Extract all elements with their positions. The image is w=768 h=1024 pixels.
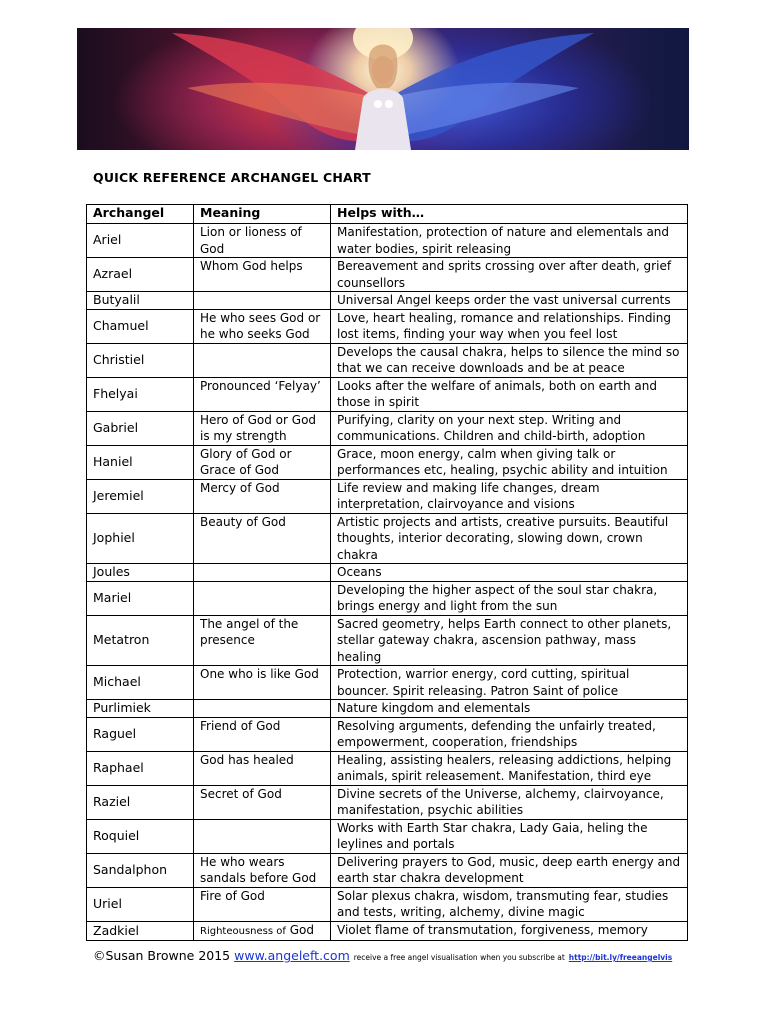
archangel-name: Jeremiel <box>87 479 194 513</box>
archangel-name: Zadkiel <box>87 921 194 941</box>
archangel-meaning <box>194 581 331 615</box>
table-row <box>87 751 688 785</box>
archangel-name: Ariel <box>87 224 194 258</box>
archangel-helps: Divine secrets of the Universe, alchemy, clairvoyance, manifestation, psychic abilities <box>331 785 688 819</box>
table-row <box>87 581 688 615</box>
header-archangel: Archangel <box>87 205 194 224</box>
table-row <box>87 717 688 751</box>
archangel-meaning: Glory of God or Grace of God <box>194 445 331 479</box>
archangel-helps: Artistic projects and artists, creative pursuits. Beautiful thoughts, interior decorating, slowing down, crown chakra <box>331 513 688 564</box>
archangel-meaning <box>194 564 331 582</box>
archangel-helps: Manifestation, protection of nature and elementals and water bodies, spirit releasing <box>331 224 688 258</box>
archangel-helps: Protection, warrior energy, cord cutting, spiritual bouncer. Spirit releasing. Patron Saint of police <box>331 666 688 700</box>
angel-banner-image <box>77 28 689 150</box>
table-row <box>87 887 688 921</box>
table-row <box>87 309 688 343</box>
archangel-helps: Solar plexus chakra, wisdom, transmuting fear, studies and tests, writing, alchemy, divine magic <box>331 887 688 921</box>
archangel-helps: Bereavement and sprits crossing over after death, grief counsellors <box>331 258 688 292</box>
archangel-name: Joules <box>87 564 194 582</box>
table-row <box>87 564 688 582</box>
archangel-meaning: Friend of God <box>194 717 331 751</box>
table-row <box>87 292 688 310</box>
archangel-name: Christiel <box>87 343 194 377</box>
angel-illustration <box>77 28 689 150</box>
archangel-helps: Oceans <box>331 564 688 582</box>
archangel-name: Michael <box>87 666 194 700</box>
archangel-helps: Love, heart healing, romance and relationships. Finding lost items, finding your way when you feel lost <box>331 309 688 343</box>
table-row <box>87 445 688 479</box>
archangel-helps: Looks after the welfare of animals, both on earth and those in spirit <box>331 377 688 411</box>
promo-text: receive a free angel visualisation when you subscribe at <box>353 953 565 962</box>
archangel-helps: Life review and making life changes, dream interpretation, clairvoyance and visions <box>331 479 688 513</box>
table-row <box>87 785 688 819</box>
table-row <box>87 343 688 377</box>
archangel-meaning: Hero of God or God is my strength <box>194 411 331 445</box>
archangel-helps: Universal Angel keeps order the vast universal currents <box>331 292 688 310</box>
archangel-name: Metatron <box>87 615 194 666</box>
table-row <box>87 819 688 853</box>
archangel-name: Roquiel <box>87 819 194 853</box>
table-row <box>87 666 688 700</box>
archangel-meaning <box>194 292 331 310</box>
archangel-helps: Delivering prayers to God, music, deep earth energy and earth star chakra development <box>331 853 688 887</box>
archangel-helps: Resolving arguments, defending the unfairly treated, empowerment, cooperation, friendships <box>331 717 688 751</box>
archangel-meaning: God has healed <box>194 751 331 785</box>
archangel-name: Chamuel <box>87 309 194 343</box>
archangel-helps: Developing the higher aspect of the soul star chakra, brings energy and light from the sun <box>331 581 688 615</box>
archangel-name: Gabriel <box>87 411 194 445</box>
archangel-meaning: Whom God helps <box>194 258 331 292</box>
meaning-small-text: Righteousness of <box>200 925 286 937</box>
page-title: QUICK REFERENCE ARCHANGEL CHART <box>93 170 371 185</box>
archangel-meaning: Beauty of God <box>194 513 331 564</box>
archangel-name: Mariel <box>87 581 194 615</box>
archangel-name: Uriel <box>87 887 194 921</box>
table-row <box>87 615 688 666</box>
archangel-name: Raguel <box>87 717 194 751</box>
archangel-meaning: Secret of God <box>194 785 331 819</box>
archangel-meaning <box>194 700 331 718</box>
header-helps-with: Helps with… <box>331 205 688 224</box>
archangel-meaning: The angel of the presence <box>194 615 331 666</box>
archangel-helps: Develops the causal chakra, helps to silence the mind so that we can receive downloads and be at peace <box>331 343 688 377</box>
table-row <box>87 377 688 411</box>
archangel-helps: Works with Earth Star chakra, Lady Gaia, heling the leylines and portals <box>331 819 688 853</box>
table-row <box>87 411 688 445</box>
table-row <box>87 224 688 258</box>
table-row <box>87 258 688 292</box>
archangel-name: Raziel <box>87 785 194 819</box>
table-row <box>87 479 688 513</box>
archangel-name: Sandalphon <box>87 853 194 887</box>
meaning-tail-text: God <box>289 922 314 937</box>
archangel-meaning: He who wears sandals before God <box>194 853 331 887</box>
archangel-name: Jophiel <box>87 513 194 564</box>
archangel-helps: Purifying, clarity on your next step. Writing and communications. Children and child-birth, adoption <box>331 411 688 445</box>
archangel-meaning: Mercy of God <box>194 479 331 513</box>
archangel-helps: Healing, assisting healers, releasing addictions, helping animals, spirit releasement. Manifestation, third eye <box>331 751 688 785</box>
header-meaning: Meaning <box>194 205 331 224</box>
promo-link[interactable]: http://bit.ly/freeangelvis <box>568 953 673 962</box>
archangel-meaning: Lion or lioness of God <box>194 224 331 258</box>
archangel-name: Butyalil <box>87 292 194 310</box>
archangel-helps: Violet flame of transmutation, forgiveness, memory <box>331 921 688 941</box>
archangel-name: Azrael <box>87 258 194 292</box>
archangel-meaning <box>194 343 331 377</box>
site-link[interactable]: www.angeleft.com <box>234 948 350 963</box>
archangel-helps: Nature kingdom and elementals <box>331 700 688 718</box>
archangel-name: Purlimiek <box>87 700 194 718</box>
archangel-meaning: One who is like God <box>194 666 331 700</box>
archangel-meaning: Pronounced ‘Felyay’ <box>194 377 331 411</box>
archangel-table <box>86 204 688 941</box>
archangel-meaning: Fire of God <box>194 887 331 921</box>
archangel-helps: Sacred geometry, helps Earth connect to other planets, stellar gateway chakra, ascension pathway, mass healing <box>331 615 688 666</box>
copyright-text: ©Susan Browne 2015 <box>93 948 231 963</box>
archangel-name: Haniel <box>87 445 194 479</box>
table-header-row <box>87 205 688 224</box>
archangel-meaning: He who sees God or he who seeks God <box>194 309 331 343</box>
table-row <box>87 513 688 564</box>
table-row <box>87 921 688 941</box>
archangel-meaning <box>194 819 331 853</box>
table-row <box>87 700 688 718</box>
archangel-name: Raphael <box>87 751 194 785</box>
archangel-meaning <box>194 921 331 941</box>
footer <box>93 948 672 963</box>
archangel-name: Fhelyai <box>87 377 194 411</box>
archangel-helps: Grace, moon energy, calm when giving talk or performances etc, healing, psychic ability and intuition <box>331 445 688 479</box>
table-row <box>87 853 688 887</box>
